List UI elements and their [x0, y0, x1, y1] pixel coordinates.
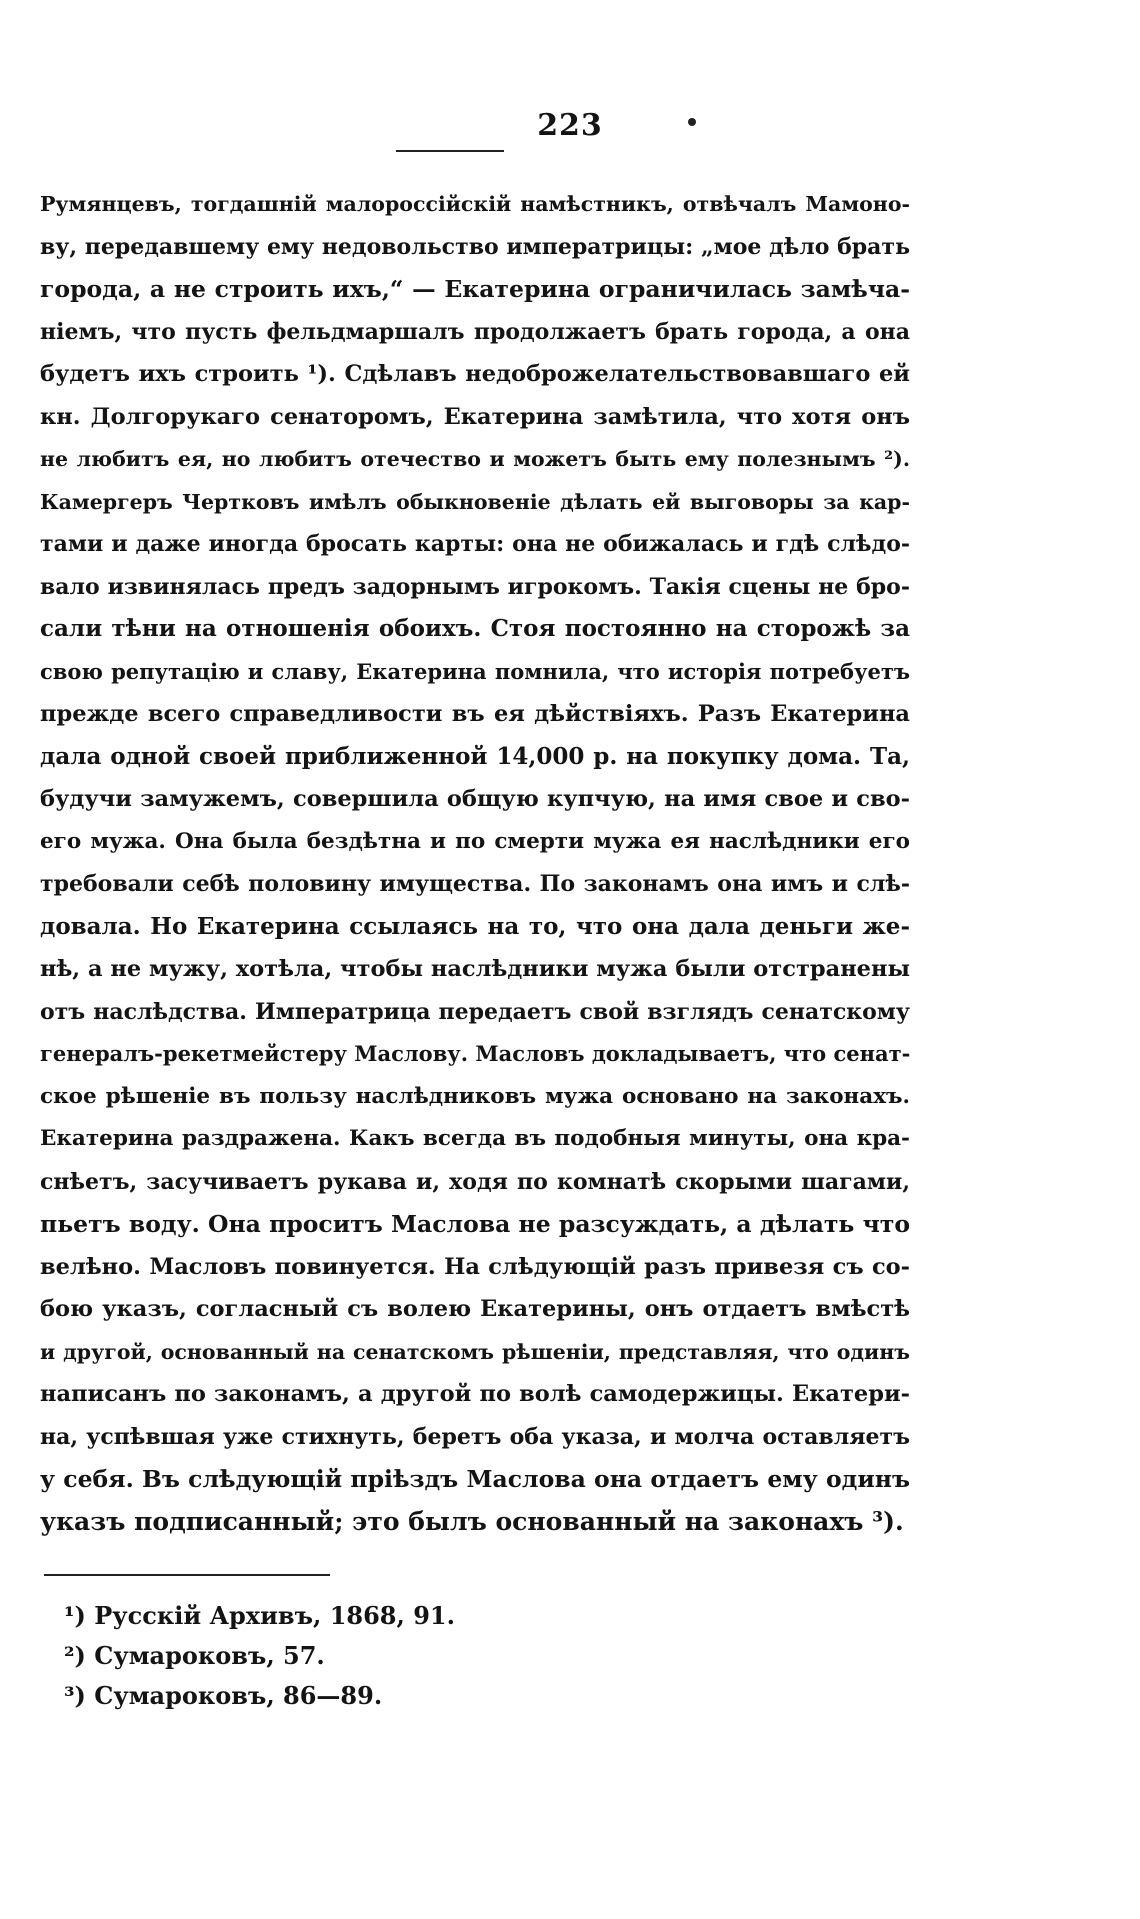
footnote-mark: ³) [64, 1681, 86, 1710]
footnote-text: Русскій Архивъ, 1868, 91. [94, 1601, 455, 1630]
text-line: требовали себѣ половину имущества. По законамъ она имъ и слѣ- [40, 871, 910, 897]
text-line: кн. Долгорукаго сенаторомъ, Екатерина замѣтила, что хотя онъ [40, 403, 910, 430]
text-line: Румянцевъ, тогдашній малороссійскій намѣстникъ, отвѣчалъ Мамоно- [40, 192, 910, 216]
text-line: отъ наслѣдства. Императрица передаетъ свой взглядъ сенатскому [40, 998, 910, 1025]
text-line: генералъ-рекетмейстеру Маслову. Масловъ докладываетъ, что сенат- [40, 1041, 911, 1066]
page-number-rule [396, 150, 504, 152]
footnote [64, 1596, 455, 1636]
text-line: и другой, основанный на сенатскомъ рѣшеніи, представляя, что одинъ [40, 1339, 910, 1364]
text-line: ву, передавшему ему недовольство императрицы: „мое дѣло брать [40, 233, 910, 260]
text-line: свою репутацію и славу, Екатерина помнила, что исторія потребуетъ [40, 658, 910, 684]
text-line: пьетъ воду. Она проситъ Маслова не разсуждать, а дѣлать что [40, 1210, 910, 1238]
footnote [64, 1636, 455, 1676]
text-line: прежде всего справедливости въ ея дѣйствіяхъ. Разъ Екатерина [40, 701, 910, 727]
text-line: тами и даже иногда бросать карты: она не обижалась и гдѣ слѣдо- [40, 531, 910, 557]
body-text [40, 183, 910, 1543]
text-line: сали тѣни на отношенія обоихъ. Стоя постоянно на сторожѣ за [40, 615, 910, 642]
text-line: его мужа. Она была бездѣтна и по смерти мужа ея наслѣдники его [40, 828, 910, 854]
text-line: написанъ по законамъ, а другой по волѣ самодержицы. Екатери- [40, 1381, 910, 1407]
text-line: будетъ ихъ строить ¹). Сдѣлавъ недоброжелательствовавшаго ей [40, 361, 910, 387]
footnote-mark: ²) [64, 1641, 86, 1670]
footnote-text: Сумароковъ, 86—89. [94, 1681, 383, 1710]
text-line: у себя. Въ слѣдующій пріѣздъ Маслова она отдаетъ ему одинъ [40, 1465, 910, 1493]
footnote [64, 1676, 455, 1716]
footnote-text: Сумароковъ, 57. [94, 1641, 325, 1670]
text-line: Камергеръ Чертковъ имѣлъ обыкновеніе дѣлать ей выговоры за кар- [40, 489, 910, 514]
text-line: бою указъ, согласный съ волею Екатерины, онъ отдаетъ вмѣстѣ [40, 1296, 910, 1322]
text-line: велѣно. Масловъ повинуется. На слѣдующій разъ привезя съ со- [40, 1253, 910, 1280]
text-line: не любитъ ея, но любитъ отечество и можетъ быть ему полезнымъ ²). [40, 447, 910, 471]
footnotes [64, 1596, 455, 1716]
page-number: 223 [537, 108, 603, 143]
text-line: ское рѣшеніе въ пользу наслѣдниковъ мужа основано на законахъ. [40, 1083, 910, 1109]
text-line: указъ подписанный; это былъ основанный на законахъ ³). [40, 1506, 904, 1536]
text-line: на, успѣвшая уже стихнуть, беретъ оба указа, и молча оставляетъ [40, 1423, 910, 1450]
text-line: Екатерина раздражена. Какъ всегда въ подобныя минуты, она кра- [40, 1126, 910, 1151]
text-line: дала одной своей приближенной 14,000 р. на покупку дома. Та, [40, 742, 910, 770]
print-speck [688, 118, 696, 126]
text-line: снѣетъ, засучиваетъ рукава и, ходя по комнатѣ скорыми шагами, [40, 1168, 910, 1195]
text-line: будучи замужемъ, совершила общую купчую, на имя свое и сво- [40, 786, 910, 812]
text-line: ніемъ, что пусть фельдмаршалъ продолжаетъ брать города, а она [40, 318, 910, 345]
text-line: нѣ, а не мужу, хотѣла, чтобы наслѣдники мужа были отстранены [40, 956, 910, 982]
text-line: вало извинялась предъ задорнымъ игрокомъ. Такія сцены не бро- [40, 573, 910, 600]
text-line: города, а не строить ихъ,“ — Екатерина ограничилась замѣча- [40, 275, 910, 303]
footnote-mark: ¹) [64, 1601, 86, 1630]
text-line: довала. Но Екатерина ссылаясь на то, что она дала деньги же- [40, 912, 910, 940]
footnote-rule [44, 1574, 330, 1576]
